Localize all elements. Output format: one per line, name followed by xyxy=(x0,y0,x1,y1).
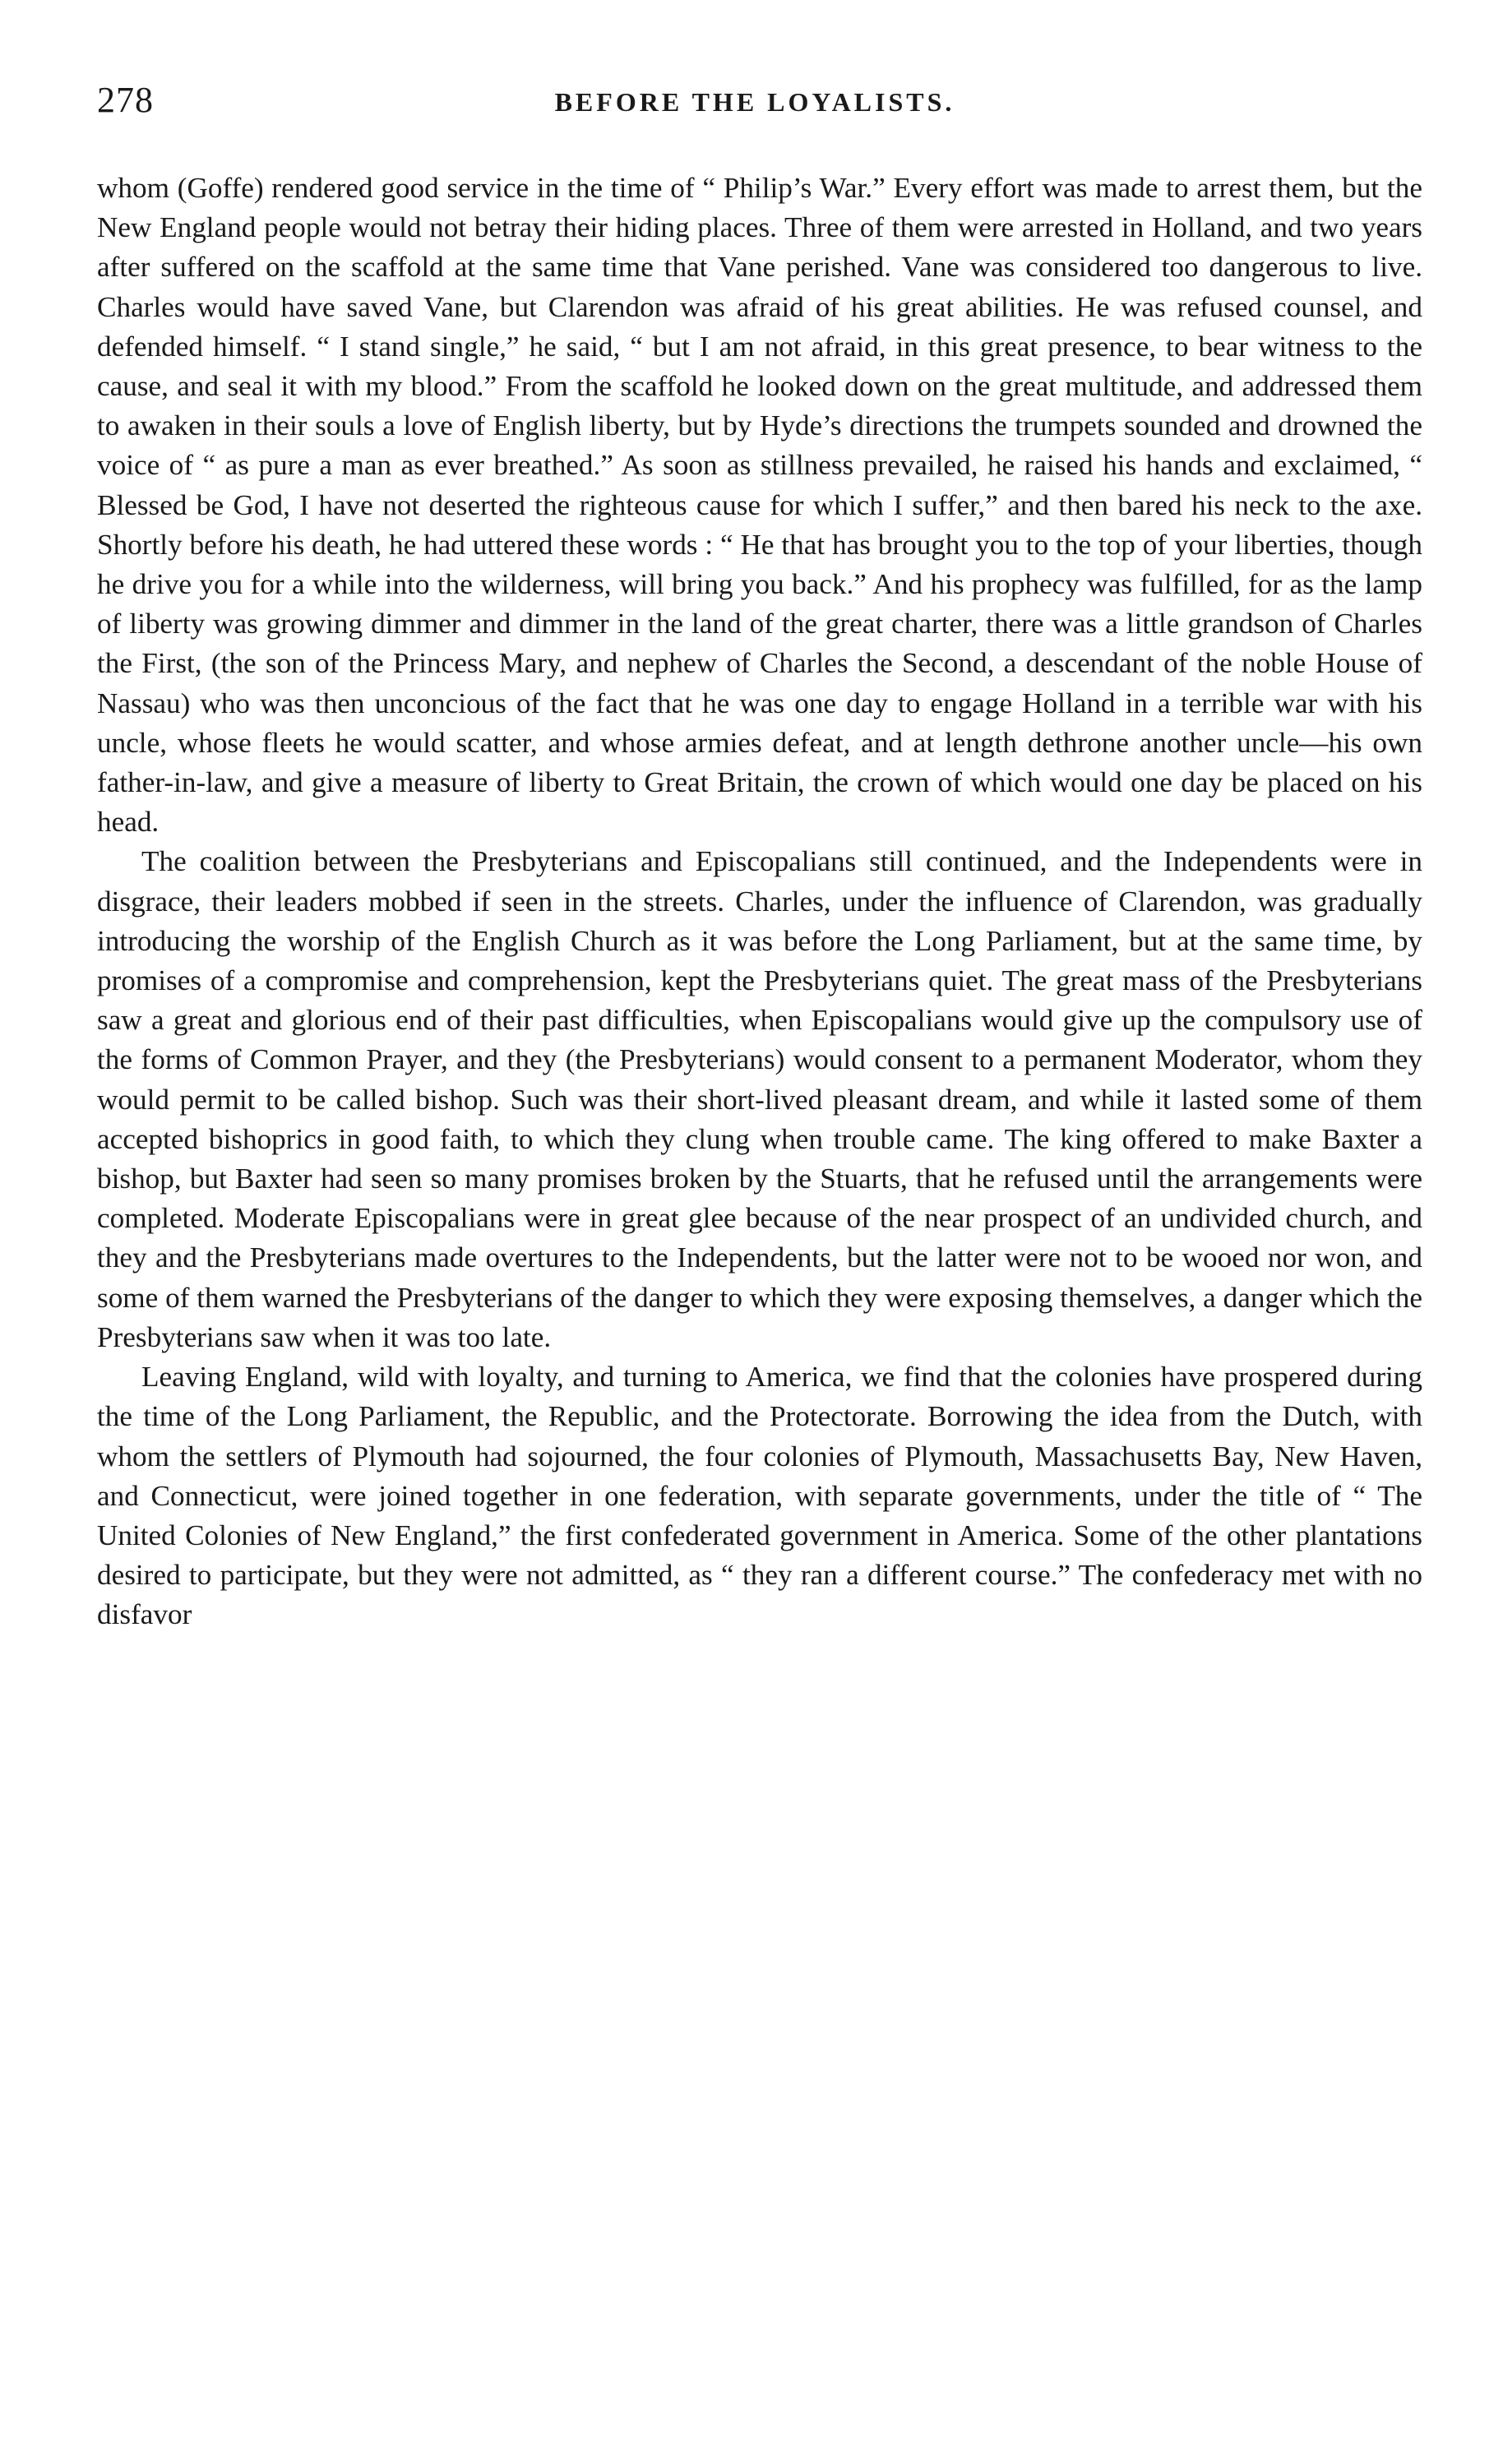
paragraph-coalition: The coalition between the Presbyterians and Episcopalians still continued, and the Independents were in disgrace, their leaders mobbed if seen in the streets. Charles, under the influence of Clarendon, was gradually introducing the worship of the English Church as it was before the Long Parliament, but at the same time, by promises of a compromise and comprehension, kept the Presbyterians quiet. The great mass of the Presbyterians saw a great and glorious end of their past difficulties, when Episcopalians would give up the compulsory use of the forms of Common Prayer, and they (the Presbyterians) would consent to a permanent Moderator, whom they would permit to be called bishop. Such was their short-lived pleasant dream, and while it lasted some of them accepted bishoprics in good faith, to which they clung when trouble came. The king offered to make Baxter a bishop, but Baxter had seen so many promises broken by the Stuarts, that he refused until the arrangements were completed. Moderate Episcopalians were in great glee because of the near prospect of an undivided church, and they and the Presbyterians made overtures to the Independents, but the latter were not to be wooed nor won, and some of them warned the Presbyterians of the danger to which they were exposing themselves, a danger which the Presbyterians saw when it was too late. xyxy=(97,845,1422,1353)
running-title: BEFORE THE LOYALISTS. xyxy=(554,87,955,117)
running-head xyxy=(97,76,1413,125)
paragraph-continued: whom (Goffe) rendered good service in the time of “ Philip’s War.” Every effort was made to arrest them, but the New England people would not betray their hiding places. Three of them were arrested in Holland, and two years after suffered on the scaffold at the same time that Vane perished. Vane was considered too dangerous to live. Charles would have saved Vane, but Clarendon was afraid of his great abilities. He was refused counsel, and defended himself. “ I stand single,” he said, “ but I am not afraid, in this great presence, to bear witness to the cause, and seal it with my blood.” From the scaffold he looked down on the great multitude, and addressed them to awaken in their souls a love of English liberty, but by Hyde’s directions the trumpets sounded and drowned the voice of “ as pure a man as ever breathed.” As soon as stillness prevailed, he raised his hands and exclaimed, “ Blessed be God, I have not deserted the righteous cause for which I suffer,” and then bared his neck to the axe. Shortly before his death, he had uttered these words : “ He that has brought you to the top of your liberties, though he drive you for a while into the wilderness, will bring you back.” And his prophecy was fulfilled, for as the lamp of liberty was growing dimmer and dimmer in the land of the great charter, there was a little grandson of Charles the First, (the son of the Princess Mary, and nephew of Charles the Second, a descendant of the noble House of Nassau) who was then unconcious of the fact that he was one day to engage Holland in a terrible war with his uncle, whose fleets he would scatter, and whose armies defeat, and at length dethrone another uncle—his own father-in-law, and give a measure of liberty to Great Britain, the crown of which would one day be placed on his head. xyxy=(97,172,1422,839)
paragraph-america: Leaving England, wild with loyalty, and turning to America, we find that the colonies have prospered during the time of the Long Parliament, the Republic, and the Protectorate. Borrowing the idea from the Dutch, with whom the settlers of Plymouth had sojourned, the four colonies of Plymouth, Massachusetts Bay, New Haven, and Connecticut, were joined together in one federation, with separate governments, under the title of “ The United Colonies of New England,” the first confederated government in America. Some of the other plantations desired to participate, but they were not admitted, as “ they ran a different course.” The confederacy met with no disfavor xyxy=(97,1361,1422,1631)
body-text xyxy=(97,169,1422,1635)
page-number: 278 xyxy=(97,80,154,120)
